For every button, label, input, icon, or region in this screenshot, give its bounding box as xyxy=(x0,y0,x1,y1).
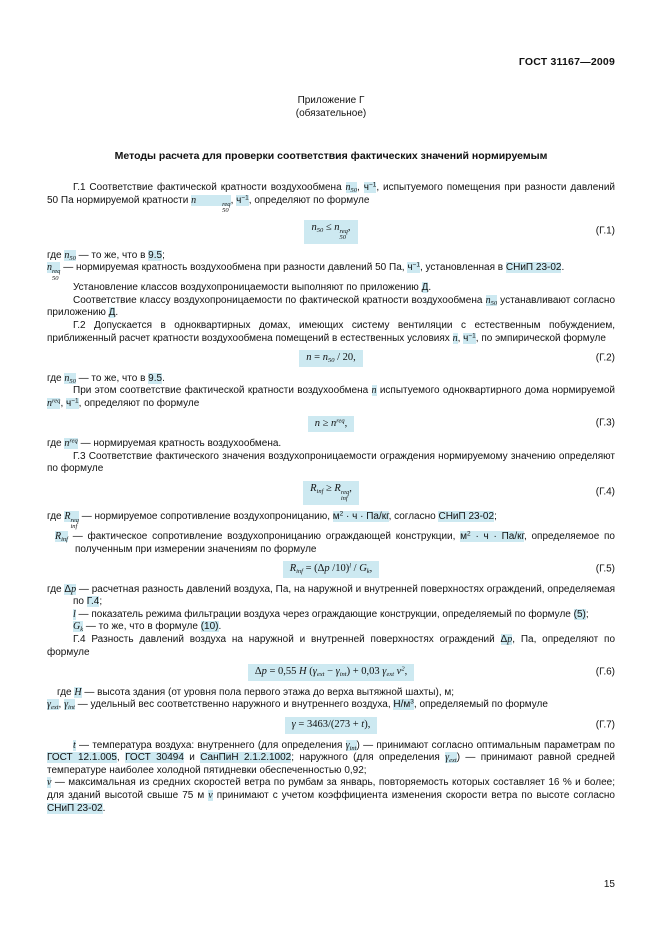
math-token: $м^2$ xyxy=(460,530,471,542)
math-token: $n_{50}$ xyxy=(64,249,76,262)
text-run: 9.5 xyxy=(148,372,163,384)
math-token: R req inf xyxy=(334,482,350,503)
formula xyxy=(299,350,362,367)
text-run: = xyxy=(311,352,323,364)
math-token: n req 50 xyxy=(47,262,61,282)
math-token: $n_{50}$ xyxy=(322,352,335,365)
text-run: (5) xyxy=(573,608,586,620)
text-run: , xyxy=(347,221,351,233)
text-run: , установленная в xyxy=(419,262,506,274)
text-run: где xyxy=(47,583,65,595)
paragraph xyxy=(47,699,615,712)
paragraph xyxy=(47,531,615,556)
paragraph xyxy=(47,262,615,282)
text-run: Г.3 Соответствие фактического значения воздухопроницаемости ограждения нормируемому значению определяют по формуле xyxy=(47,450,615,475)
document-content xyxy=(47,182,615,815)
text-run: — показатель режима фильтрации воздуха через ограждающие конструкции, определяемый по формуле xyxy=(75,608,574,620)
math-token: $\gamma_{int}$ xyxy=(345,739,357,752)
math-token: $Н/м^3$ xyxy=(393,698,414,711)
section-title: Методы расчета для проверки соответствия фактических значений нормируемым xyxy=(114,150,548,162)
paragraph xyxy=(47,295,615,320)
text-run: , определяют по формуле xyxy=(248,194,370,206)
paragraph xyxy=(47,687,615,700)
sub-sup-stack: req 50 xyxy=(339,227,348,242)
text-run: , xyxy=(457,332,464,344)
text-run: Г.4 xyxy=(86,596,100,608)
math-token: $\nu^2$ xyxy=(396,665,405,678)
math-token: $\gamma_{ext}$ xyxy=(312,666,325,679)
text-run: ; xyxy=(162,249,165,261)
text-run: где xyxy=(47,372,65,384)
appendix-label: Приложение Г xyxy=(297,95,365,106)
math-token: $ч^{-1}$ xyxy=(66,397,79,409)
text-run: , по эмпирической формуле xyxy=(475,332,606,344)
text-run: , определяемый по формуле xyxy=(413,699,548,711)
text-run: — удельный вес соответственно наружного и внутреннего воздуха, xyxy=(74,699,394,711)
paragraph xyxy=(47,451,615,476)
text-run: ; наружного (для определения xyxy=(291,752,446,764)
math-token: $\gamma_{ext}$ xyxy=(382,666,395,679)
text-run: − xyxy=(324,666,336,678)
text-run: ) + 0,03 xyxy=(346,666,383,678)
formula-number: (Г.5) xyxy=(595,563,615,575)
text-run: где xyxy=(57,686,75,698)
text-run: принимают с учетом коэффициента изменения скорости ветра по высоте согласно xyxy=(212,790,615,801)
text-run: СНиП 23-02 xyxy=(47,802,103,814)
text-run: , xyxy=(116,752,126,764)
math-token: $\gamma_{int}$ xyxy=(335,666,347,679)
text-run: , определяют по формуле xyxy=(78,397,200,409)
math-token: ν xyxy=(47,777,52,789)
text-run: , xyxy=(58,699,65,711)
math-token: t xyxy=(361,719,365,731)
formula-row xyxy=(47,476,615,511)
text-run: испытуемого одноквартирного дома нормируемой xyxy=(376,385,615,397)
math-token: $\gamma_{int}$ xyxy=(64,699,75,712)
sub-sup-stack: req inf xyxy=(340,488,350,503)
formula-number: (Г.2) xyxy=(595,352,615,364)
math-token: $n_{50}$ xyxy=(64,372,76,385)
formula xyxy=(285,717,378,734)
text-run: , xyxy=(349,482,352,494)
text-run: Соответствие классу воздухопроницаемости по фактической кратности воздухообмена xyxy=(73,294,486,306)
paragraph xyxy=(47,385,615,410)
math-token: n req 50 xyxy=(191,194,231,215)
paragraph xyxy=(47,777,615,815)
text-run: = (Δ xyxy=(302,563,325,575)
text-run: — то же, что в формуле xyxy=(83,621,201,633)
formula xyxy=(283,561,380,578)
text-run: Г.2 Допускается в одноквартирных домах, имеющих систему вентиляции с естественным побуждением, приближенный расчет кратности воздухообмена помещений в естественных условиях xyxy=(47,319,615,344)
formula-number: (Г.3) xyxy=(595,418,615,430)
formula-row xyxy=(47,659,615,687)
text-run: = 3463/(273 + xyxy=(295,719,362,731)
math-token: p xyxy=(507,634,513,646)
text-run: ; xyxy=(494,510,497,522)
text-run: ≥ xyxy=(323,482,335,494)
standard-code: ГОСТ 31167—2009 xyxy=(518,56,615,68)
math-token: R req inf xyxy=(64,510,79,531)
text-run: — нормируемая кратность воздухообмена при разности давлений 50 Па, xyxy=(60,262,408,274)
text-run: ГОСТ 30494 xyxy=(125,752,184,764)
text-run: ( xyxy=(306,666,313,678)
formula xyxy=(308,416,355,433)
text-run: СанПиН 2.1.2.1002 xyxy=(200,752,292,764)
paragraph xyxy=(47,634,615,659)
formula xyxy=(304,220,357,244)
math-token: $R_{inf}$ xyxy=(289,563,303,576)
text-run: Δ xyxy=(500,634,508,646)
text-run: При этом соответствие фактической кратности воздухообмена xyxy=(73,385,372,397)
math-token: $\gamma_{ext}$ xyxy=(445,752,457,765)
paragraph xyxy=(47,584,615,609)
text-run: Г.4 Разность давлений воздуха на наружной и внутренней поверхностях ограждений xyxy=(73,634,501,646)
text-run: , определяемое по полученным при измерении значениям по формуле xyxy=(75,530,615,555)
text-run: — температура воздуха: внутреннего (для определения xyxy=(75,739,346,751)
text-run: ≥ xyxy=(319,417,331,429)
paragraph xyxy=(47,373,615,386)
text-run: , согласно xyxy=(388,510,439,522)
text-run: , испытуемого помещения при разности давлений 50 Па нормируемой кратности xyxy=(47,182,615,206)
formula-row xyxy=(47,411,615,439)
text-run: — нормируемое сопротивление воздухопроницанию, xyxy=(78,510,333,522)
text-run: — нормируемая кратность воздухообмена. xyxy=(77,438,282,450)
text-run: · ч · Па/кг xyxy=(470,530,524,542)
text-run: ; xyxy=(585,608,589,620)
math-token: γ xyxy=(291,719,296,731)
formula-row xyxy=(47,215,615,250)
text-run: Установление классов воздухопроницаемости выполняют по приложению xyxy=(73,282,422,294)
text-run: . xyxy=(162,372,165,384)
sub-sup-stack: req 50 xyxy=(222,200,231,215)
paragraph xyxy=(47,621,615,634)
text-run: , Па, определяют по формуле xyxy=(47,634,616,658)
sub-sup-stack: req inf xyxy=(70,516,79,531)
paragraph xyxy=(47,320,615,345)
math-token: p xyxy=(71,583,77,595)
text-run: 9.5 xyxy=(148,249,163,261)
paragraph xyxy=(47,282,615,295)
text-run: . xyxy=(102,802,106,814)
math-token: $ч^{-1}$ xyxy=(407,261,420,274)
math-token: p xyxy=(324,563,330,575)
math-token: $ч^{-1}$ xyxy=(363,181,377,193)
text-run: ; xyxy=(99,596,103,608)
text-run: устанавливают согласно приложению xyxy=(47,294,616,319)
text-run: Δ xyxy=(64,583,72,595)
text-run: , xyxy=(369,563,373,575)
math-token: p xyxy=(261,666,267,678)
math-token: n xyxy=(371,385,377,397)
formula-number: (Г.7) xyxy=(595,719,615,731)
text-run: СНиП 23-02 xyxy=(438,510,495,522)
formula-number: (Г.1) xyxy=(595,225,615,237)
math-token: n req 50 xyxy=(334,221,348,242)
text-run: Д xyxy=(108,307,116,319)
math-token: $n_{50}$ xyxy=(345,182,358,194)
math-token: $ч^{-1}$ xyxy=(236,194,249,206)
math-token: $n^{req}$ xyxy=(64,437,78,450)
text-run: Д xyxy=(421,282,429,294)
math-token: t xyxy=(73,739,76,751)
text-run: , xyxy=(404,666,408,678)
formula-number: (Г.4) xyxy=(595,487,615,499)
math-token: n xyxy=(314,417,320,429)
text-run: (10) xyxy=(200,621,219,633)
text-run: . xyxy=(561,262,565,274)
math-token: $G_k$ xyxy=(73,621,84,634)
formula-row xyxy=(47,556,615,584)
math-token: $ч^{-1}$ xyxy=(463,332,476,344)
math-token: H xyxy=(299,666,307,678)
formula-row xyxy=(47,345,615,373)
text-run: где xyxy=(47,510,65,522)
text-run: — фактическое сопротивление воздухопроницанию ограждающей конструкции, xyxy=(67,530,461,542)
text-run: Δ xyxy=(254,666,262,678)
math-token: ν xyxy=(208,790,213,801)
text-run: . xyxy=(428,282,432,294)
math-token: $G_k$ xyxy=(359,563,370,576)
appendix-heading xyxy=(47,94,615,120)
text-run: — максимальная из средних скоростей ветра по румбам за январь, повторяемость которых составляет 16 % и более; для зданий высотой свыше 75 м xyxy=(47,777,615,801)
paragraph xyxy=(47,609,615,622)
text-run: , xyxy=(230,194,237,206)
text-run: Г.1 Соответствие фактической кратности воздухообмена xyxy=(73,182,346,193)
formula xyxy=(303,481,359,505)
text-run: . xyxy=(115,307,119,319)
math-token: $n_{50}$ xyxy=(311,221,324,234)
text-run: / 20, xyxy=(334,352,356,364)
math-token: $м^2$ xyxy=(332,510,344,522)
text-run: ГОСТ 12.1.005 xyxy=(47,752,117,764)
formula-number: (Г.6) xyxy=(595,666,615,678)
paragraph xyxy=(47,438,615,451)
text-run: ) — принимают равной средней температуре наиболее холодной пятидневки обеспеченностью 0,92; xyxy=(47,752,615,776)
math-token: n xyxy=(452,332,458,344)
appendix-type: (обязательное) xyxy=(295,108,367,119)
math-token: $n^{req}$ xyxy=(330,417,345,429)
text-run: где xyxy=(47,438,65,450)
text-run: , xyxy=(60,397,66,409)
text-run: · ч · Па/кг xyxy=(343,510,389,522)
paragraph xyxy=(47,182,615,215)
text-run: — расчетная разность давлений воздуха, Па, на наружной и внутренней поверхностях ограждений, определяемая по xyxy=(73,583,616,608)
text-run: и xyxy=(183,752,201,764)
text-run: = 0,55 xyxy=(266,666,299,678)
math-token: n xyxy=(306,352,312,364)
math-token: $\gamma_{ext}$ xyxy=(47,699,59,712)
paragraph xyxy=(47,740,615,778)
text-run: /10) xyxy=(329,563,350,575)
formula xyxy=(248,664,414,681)
formula-row xyxy=(47,712,615,740)
text-run: СНиП 23-02 xyxy=(505,262,562,274)
paragraph xyxy=(47,250,615,263)
text-run: / xyxy=(351,563,360,575)
math-token: l xyxy=(73,608,76,620)
text-run: — то же, что в xyxy=(75,249,149,261)
text-run: — то же, что в xyxy=(75,372,149,384)
page-number: 15 xyxy=(603,879,615,890)
text-run: ≤ xyxy=(323,221,335,233)
text-run: . xyxy=(218,621,222,633)
paragraph xyxy=(47,511,615,531)
text-run: , xyxy=(357,182,364,193)
text-run: где xyxy=(47,249,65,261)
math-token: $R_{inf}$ xyxy=(310,482,324,495)
text-run: ), xyxy=(364,719,371,731)
sub-sup-stack: req 50 xyxy=(52,268,61,282)
math-token: $R_{inf}$ xyxy=(55,530,68,543)
math-token: $n^{req}$ xyxy=(47,397,61,409)
text-run: , xyxy=(344,417,348,429)
text-run: ) — принимают согласно оптимальным параметрам по xyxy=(356,739,615,751)
math-token: l xyxy=(349,562,352,570)
text-run: — высота здания (от уровня пола первого этажа до верха вытяжной шахты), м; xyxy=(81,686,455,698)
math-token: $n_{50}$ xyxy=(485,294,498,307)
math-token: H xyxy=(74,686,82,698)
